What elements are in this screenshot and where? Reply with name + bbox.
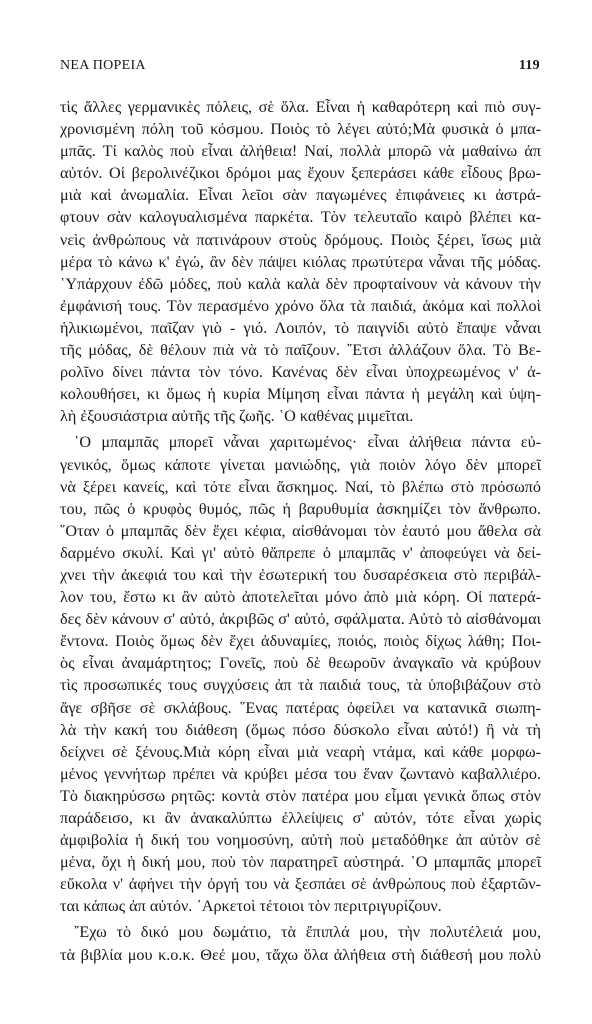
text-line: νεὶς ἀνθρώπους νὰ πατινάρουν στοὺς δρόμους. Ποιὸς ξέρει, ἴσως μιὰ [60, 230, 541, 249]
text-line: δες δὲν κάνουν σ' αὐτό, ἀκριβῶς σ' αὐτό, σφάλματα. Αὐτὸ τὸ αἰσθάνομαι [60, 610, 541, 629]
text-line: μένος γεννήτωρ πρέπει νὰ κρύβει μέσα του ἕναν ζωντανὸ καβαλλιέρο. [60, 764, 541, 783]
text-line: ἡλικιωμένοι, παῖζαν γιὸ - γιό. Λοιπόν, τὸ παιγνίδι αὐτὸ ἔπαψε νἆναι [60, 318, 541, 337]
text-line: Τὸ διακηρύσσω ρητῶς: κοντὰ στὸν πατέρα μου εἶμαι γενικὰ ὅπως στὸν [60, 786, 541, 805]
text-line: ῞Οταν ὁ μπαμπᾶς δὲν ἔχει κέφια, αἰσθάνομαι τὸν ἑαυτό μου ἄθελα σὰ [60, 521, 541, 540]
text-line: μέρα τὸ κάνω κ' ἐγώ, ἂν δὲν πάψει κιόλας πρωτύτερα νἆναι τῆς μόδας. [60, 252, 541, 271]
text-line: ἐμφάνισή τους. Τὸν περασμένο χρόνο ὅλα τὰ παιδιά, ἀκόμα καὶ πολλοὶ [60, 296, 541, 315]
body-text [60, 96, 541, 966]
text-line: τῆς μόδας, δὲ θέλουν πιὰ νὰ τὸ παῖζουν. ῎Ετσι ἀλλάζουν ὅλα. Τὸ Βε- [60, 341, 541, 360]
text-line: ἀμφιβολία ἡ δική του νοημοσύνη, αὐτὴ ποὺ μεταδόθηκε ἀπ αὐτὸν σὲ [60, 831, 541, 850]
text-line: ται κάπως ἀπ αὐτόν. ᾿Αρκετοὶ τέτοιοι τὸν περιτριγυρίζουν. [60, 897, 442, 916]
running-title: ΝΕΑ ΠΟΡΕΙΑ [60, 58, 146, 73]
text-line: ἄγε σβῆσε σὲ σκλάβους. ῞Ενας πατέρας ὀφείλει να κατανικᾶ σιωπη- [60, 698, 541, 717]
text-line: μιὰ καὶ ἀνωμαλία. Εἶναι λεῖοι σὰν παγωμένες ἐπιφάνειες κι ἀστρά- [60, 186, 541, 205]
text-line: αὐτόν. Οἱ βερολινέζικοι δρόμοι μας ἔχουν ξεπεράσει κάθε εἶδους βρω- [60, 164, 541, 183]
text-line: μπᾶς. Τί καλὸς ποὺ εἶναι ἀλήθεια! Ναί, πολλὰ μπορῶ νὰ μαθαίνω ἀπ [60, 142, 541, 161]
page-number: 119 [518, 58, 540, 73]
text-line: χρονισμένη πόλη τοῦ κόσμου. Ποιὸς τὸ λέγει αὐτό;Μὰ φυσικὰ ὁ μπα- [60, 120, 541, 139]
text-line: λὴ ἐξουσιάστρια αὐτῆς τῆς ζωῆς. ῾Ο καθένας μιμεῖται. [60, 407, 414, 426]
text-line: δείχνει σὲ ξένους.Μιὰ κόρη εἶναι μιὰ νεαρὴ ντάμα, καὶ κάθε μορφω- [60, 742, 541, 761]
text-line: νὰ ξέρει κανείς, καὶ τότε εἶναι ἄσκημος. Ναί, τὸ βλέπω στὸ πρόσωπό [60, 477, 541, 496]
text-line: του, πῶς ὁ κρυφὸς θυμός, πῶς ἡ βαρυθυμία ἀσκημίζει τὸν ἄνθρωπο. [60, 499, 541, 518]
text-line: γενικός, ὅμως κάποτε γίνεται μανιώδης, γιὰ ποιὸν λόγο δὲν μπορεῖ [60, 455, 541, 474]
text-line: μένα, ὄχι ἡ δική μου, ποὺ τὸν παρατηρεῖ αὐστηρά. ῾Ο μπαμπᾶς μπορεῖ [60, 853, 541, 872]
text-line: ἔντονα. Ποιὸς ὅμως δὲν ἔχει ἀδυναμίες, ποιός, ποιὸς δίχως λάθη; Ποι- [60, 632, 541, 651]
paragraph [60, 96, 541, 427]
text-line: τὰ βιβλία μου κ.ο.κ. Θεέ μου, τἄχω ὅλα ἀλήθεια στὴ διάθεσή μου πολὺ [60, 945, 541, 964]
paragraph [60, 431, 541, 917]
text-line: ὸς εἶναι ἀναμάρτητος; Γονεῖς, ποὺ δὲ θεωροῦν ἀναγκαῖο νὰ κρύβουν [60, 654, 541, 673]
text-line: τὶς προσωπικές τους συγχύσεις ἀπ τὰ παιδιά τους, τὰ ὑποβιβάζουν στὸ [60, 676, 541, 695]
text-line: εὔκολα ν' ἀφήνει τὴν ὀργή του νὰ ξεσπάει σὲ ἀνθρώπους ποὺ ἐξαρτῶν- [60, 875, 541, 894]
text-line: παράδεισο, κι ἂν ἀνακαλύπτω ἐλλείψεις σ' αὐτόν, τότε εἶναι χωρὶς [60, 809, 541, 827]
text-line: λον του, ἔστω κι ἂν αὐτὸ ἀποτελεῖται μόνο ἀπὸ μιὰ κόρη. Οἱ πατερά- [60, 588, 541, 607]
text-line: ῾Υπάρχουν ἐδῶ μόδες, ποὺ καλὰ καλὰ δὲν προφταίνουν νὰ κάνουν τὴν [60, 274, 541, 293]
paragraph [60, 921, 541, 965]
running-header [60, 58, 540, 74]
text-line: φτουν σὰν καλογυαλισμένα παρκέτα. Τὸν τελευταῖο καιρὸ βλέπει κα- [60, 208, 541, 227]
text-line: ρολῖνο δίνει πάντα τὸν τόνο. Κανένας δὲν εἶναι ὑποχρεωμένος ν' ἀ- [60, 363, 541, 382]
text-line: ῎Εχω τὸ δικό μου δωμάτιο, τὰ ἔπιπλά μου, τὴν πολυτέλειά μου, [74, 923, 541, 942]
text-line: ῾Ο μπαμπᾶς μπορεῖ νἆναι χαριτωμένος· εἶναι ἀλήθεια πάντα εὐ- [74, 433, 541, 452]
text-line: χνει τὴν ἀκεφιά του καὶ τὴν ἐσωτερική του δυσαρέσκεια στὸ περιβάλ- [60, 565, 541, 584]
text-line: τὶς ἄλλες γερμανικὲς πόλεις, σὲ ὅλα. Εἶναι ἡ καθαρότερη καὶ πιὸ συγ- [60, 98, 541, 116]
text-line: λὰ τὴν κακή του διάθεση (ὅμως πόσο δύσκολο εἶναι αὐτό!) ἢ νὰ τὴ [60, 720, 541, 739]
text-line: δαρμένο σκυλί. Καὶ γι' αὐτὸ θἄπρεπε ὁ μπαμπᾶς ν' ἀποφεύγει νὰ δεί- [60, 543, 541, 562]
text-line: κολουθήσει, κι ὅμως ἡ κυρία Μίμηση εἶναι πάντα ἡ μεγάλη καὶ ὑψη- [60, 385, 541, 404]
